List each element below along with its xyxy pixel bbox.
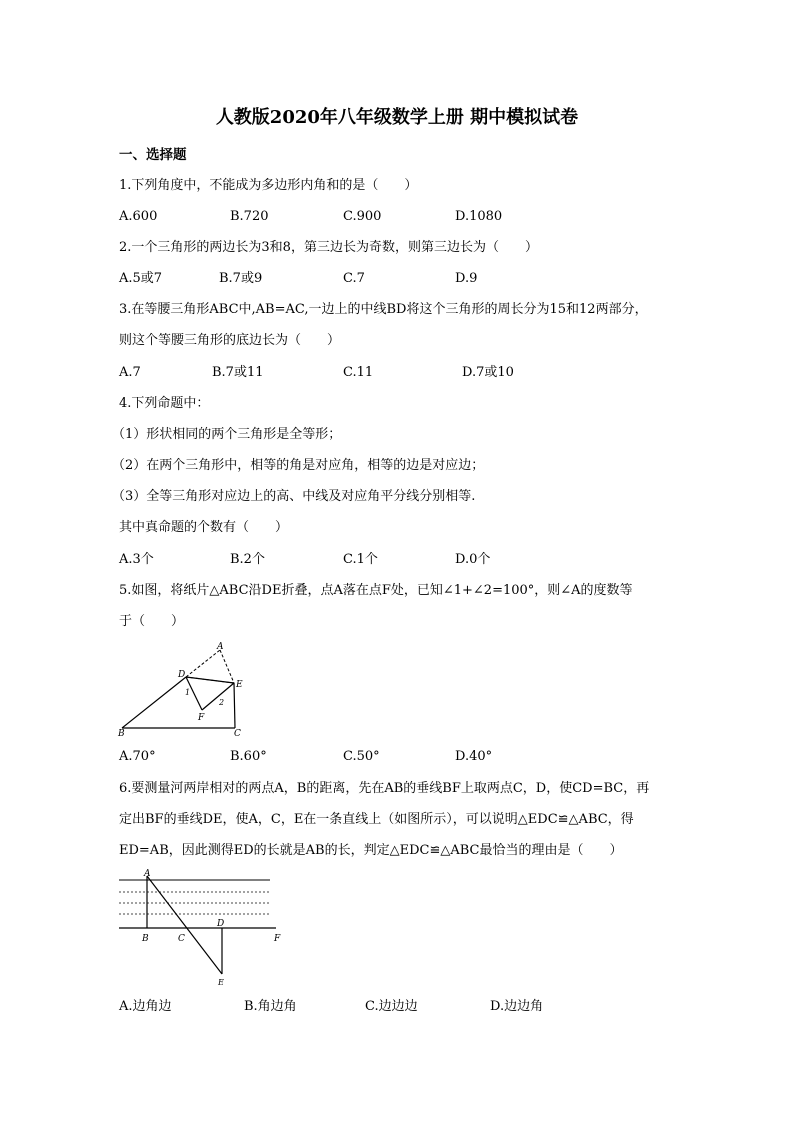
q2-option-d: D.9 [455, 271, 478, 286]
q3-option-b: B.7或11 [212, 365, 264, 380]
question-3-line2: 则这个等腰三角形的底边长为（ ） [119, 333, 341, 348]
q5-label-2: 2 [219, 698, 225, 707]
q5-option-a: A.70° [119, 749, 156, 764]
q6-label-d: D [217, 919, 225, 929]
q2-option-a: A.5或7 [119, 271, 163, 286]
question-6-line3: ED=AB，因此测得ED的长就是AB的长，判定△EDC≌△ABC最恰当的理由是（ ） [119, 843, 623, 858]
q5-label-e: E [236, 680, 243, 690]
q5-label-b: B [118, 729, 125, 739]
q6-river-measurement-figure [114, 866, 289, 991]
question-5-line2: 于（ ） [119, 614, 185, 629]
q4-option-a: A.3个 [119, 552, 154, 567]
question-3-line1: 3.在等腰三角形ABC中,AB=AC,一边上的中线BD将这个三角形的周长分为15和12两部分， [119, 302, 648, 317]
section-heading: 一、选择题 [119, 147, 187, 163]
q4-statement-1: （1）形状相同的两个三角形是全等形； [112, 427, 342, 442]
question-4-ask: 其中真命题的个数有（ ） [119, 520, 289, 535]
question-6-line1: 6.要测量河两岸相对的两点A，B的距离，先在AB的垂线BF上取两点C，D，使CD=BC，再 [119, 781, 650, 796]
q6-option-a: A.边角边 [119, 999, 172, 1014]
q6-label-b: B [142, 934, 149, 944]
q5-label-a: A [217, 642, 224, 652]
q4-option-c: C.1个 [343, 552, 378, 567]
q6-label-a: A [144, 869, 151, 879]
q2-option-b: B.7或9 [219, 271, 263, 286]
question-5-line1: 5.如图，将纸片△ABC沿DE折叠，点A落在点F处，已知∠1+∠2=100°，则∠A的度数等 [119, 583, 633, 598]
q6-label-c: C [178, 934, 185, 944]
q4-option-d: D.0个 [455, 552, 491, 567]
q4-option-b: B.2个 [230, 552, 265, 567]
q5-label-d: D [178, 670, 186, 680]
q1-option-c: C.900 [343, 209, 382, 224]
q5-option-d: D.40° [455, 749, 493, 764]
q3-option-a: A.7 [119, 365, 141, 380]
q3-option-d: D.7或10 [462, 365, 514, 380]
q6-label-f: F [274, 934, 281, 944]
q1-option-b: B.720 [230, 209, 269, 224]
question-4-stem: 4.下列命题中： [119, 396, 210, 411]
q1-option-a: A.600 [119, 209, 158, 224]
q6-label-e: E [218, 978, 224, 987]
q6-option-d: D.边边角 [490, 999, 544, 1014]
q2-option-c: C.7 [343, 271, 365, 286]
q5-label-f: F [198, 713, 205, 723]
q3-option-c: C.11 [343, 365, 374, 380]
q4-statement-3: （3）全等三角形对应边上的高、中线及对应角平分线分别相等. [112, 489, 476, 504]
page-title: 人教版2020年八年级数学上册 期中模拟试卷 [215, 107, 579, 128]
q1-option-d: D.1080 [455, 209, 503, 224]
q6-option-c: C.边边边 [365, 999, 418, 1014]
question-1-stem: 1.下列角度中，不能成为多边形内角和的是（ ） [119, 178, 418, 193]
question-2-stem: 2.一个三角形的两边长为3和8，第三边长为奇数，则第三边长为（ ） [119, 240, 538, 255]
q5-label-c: C [234, 729, 241, 739]
q5-option-c: C.50° [343, 749, 380, 764]
q5-label-1: 1 [185, 688, 191, 697]
q4-statement-2: （2）在两个三角形中，相等的角是对应角，相等的边是对应边； [112, 458, 485, 473]
q5-option-b: B.60° [230, 749, 267, 764]
q6-option-b: B.角边角 [244, 999, 297, 1014]
question-6-line2: 定出BF的垂线DE，使A，C，E在一条直线上（如图所示），可以说明△EDC≌△ABC，得 [119, 812, 634, 827]
q5-fold-triangle-figure [114, 640, 254, 740]
